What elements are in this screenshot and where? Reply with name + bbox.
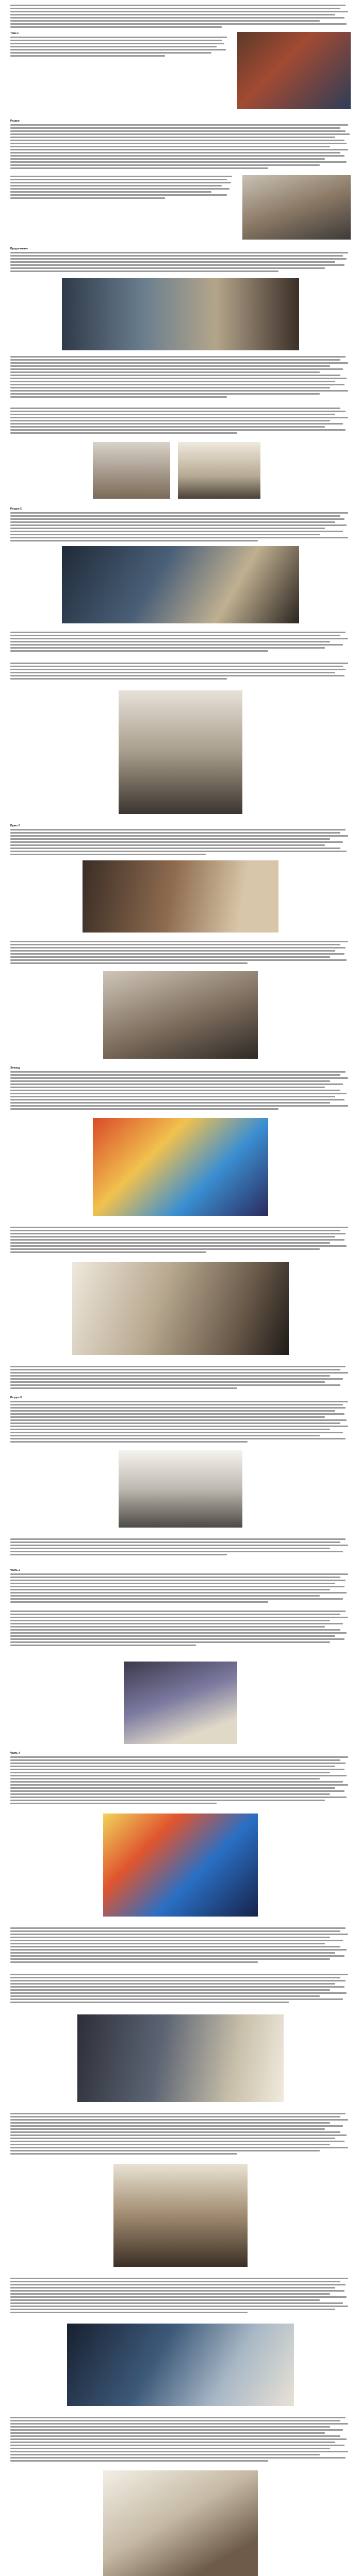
section-16-title: Раздел 3 bbox=[10, 1396, 22, 1399]
section-11-title: Пункт 2 bbox=[10, 824, 20, 827]
comic-photo-10 bbox=[93, 1118, 268, 1216]
comic-photo-15 bbox=[77, 2014, 284, 2102]
section-8-title: Раздел 2 bbox=[10, 507, 22, 511]
section-6 bbox=[10, 355, 351, 399]
comic-photo-4 bbox=[93, 442, 170, 499]
section-5-title: Продолжение bbox=[10, 247, 28, 250]
section-1 bbox=[10, 4, 351, 29]
section-16 bbox=[10, 1396, 351, 1444]
comic-photo-13 bbox=[124, 1662, 237, 1744]
section-3-title: Раздел bbox=[10, 120, 20, 123]
section-18-title: Часть 2 bbox=[10, 1569, 20, 1572]
section-9 bbox=[10, 631, 351, 653]
comic-photo-6 bbox=[62, 546, 299, 623]
section-19 bbox=[10, 1610, 351, 1647]
section-1-body bbox=[10, 4, 351, 29]
section-10 bbox=[10, 662, 351, 681]
comic-photo-9 bbox=[103, 971, 258, 1059]
comic-photo-3 bbox=[62, 278, 299, 350]
section-20-title: Часть 4 bbox=[10, 1752, 20, 1755]
section-21 bbox=[10, 1927, 351, 1964]
comic-photo-5 bbox=[178, 442, 260, 499]
section-12 bbox=[10, 940, 351, 965]
comic-photo-12 bbox=[119, 1450, 242, 1528]
comic-photo-2 bbox=[242, 175, 351, 240]
section-22 bbox=[10, 1973, 351, 2004]
section-18 bbox=[10, 1569, 351, 1604]
section-24 bbox=[10, 2277, 351, 2314]
section-15 bbox=[10, 1365, 351, 1390]
section-7 bbox=[10, 407, 351, 435]
comic-photo-7 bbox=[119, 690, 242, 814]
comic-photo-1 bbox=[237, 32, 351, 109]
comic-photo-14 bbox=[103, 1814, 258, 1917]
section-5 bbox=[10, 247, 351, 273]
section-8 bbox=[10, 507, 351, 543]
section-13 bbox=[10, 1066, 351, 1111]
section-25 bbox=[10, 2416, 351, 2463]
section-2-title: Тема 1 bbox=[10, 32, 19, 35]
section-13-title: Эпизод bbox=[10, 1066, 20, 1070]
section-23 bbox=[10, 2112, 351, 2156]
comic-photo-8 bbox=[83, 860, 278, 933]
comic-photo-16 bbox=[113, 2164, 248, 2267]
section-3 bbox=[10, 120, 351, 170]
section-17 bbox=[10, 1538, 351, 1556]
comic-photo-11 bbox=[72, 1262, 289, 1355]
section-20 bbox=[10, 1752, 351, 1805]
section-14 bbox=[10, 1226, 351, 1254]
comic-photo-18 bbox=[103, 2470, 258, 2576]
comic-photo-17 bbox=[67, 2324, 294, 2406]
section-11 bbox=[10, 824, 351, 856]
